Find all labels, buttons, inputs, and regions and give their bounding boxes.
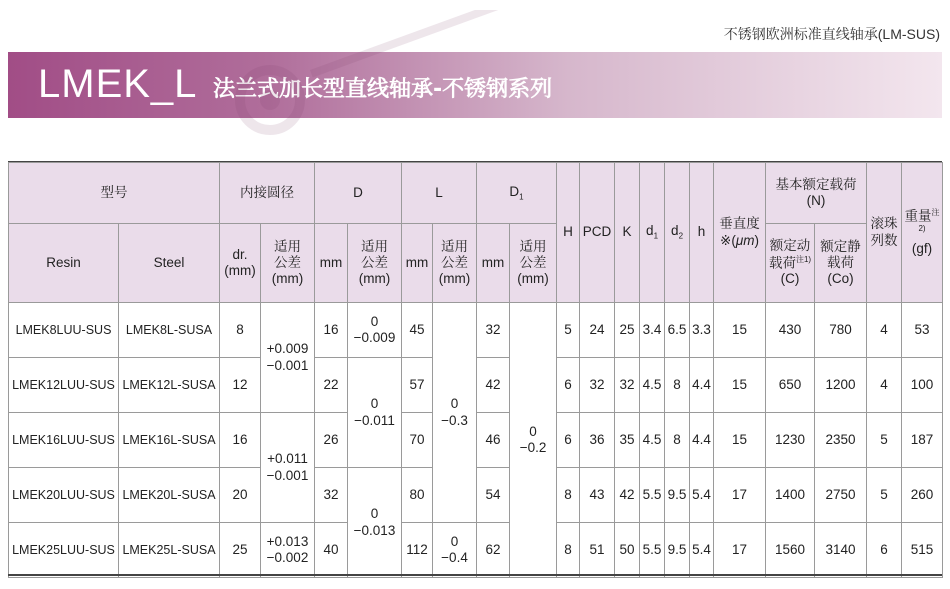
header-dr: dr. (mm): [220, 224, 261, 303]
dr-value: 25: [220, 523, 261, 578]
dr-tolerance: +0.011 −0.001: [261, 413, 315, 523]
static-load-value: 3140: [815, 523, 867, 578]
K-value: 50: [615, 523, 640, 578]
PCD-value: 36: [580, 413, 615, 468]
D-value: 40: [315, 523, 348, 578]
weight-value: 187: [902, 413, 943, 468]
PCD-value: 51: [580, 523, 615, 578]
L-value: 112: [402, 523, 433, 578]
perpendicularity-value: 15: [714, 358, 766, 413]
d1-value: 4.5: [640, 413, 665, 468]
D-value: 22: [315, 358, 348, 413]
ball-rows-value: 4: [867, 303, 902, 358]
header-steel: Steel: [119, 224, 220, 303]
header-L: L: [402, 163, 477, 224]
L-value: 57: [402, 358, 433, 413]
D-value: 32: [315, 468, 348, 523]
header-model: 型号: [9, 163, 220, 224]
L-value: 70: [402, 413, 433, 468]
dr-tolerance: +0.013 −0.002: [261, 523, 315, 578]
D-tolerance: 0 −0.009: [348, 303, 402, 358]
h-value: 5.4: [690, 523, 714, 578]
dr-value: 20: [220, 468, 261, 523]
page-caption: 不锈钢欧洲标准直线轴承(LM-SUS): [723, 26, 940, 42]
header-resin: Resin: [9, 224, 119, 303]
dynamic-load-value: 1400: [766, 468, 815, 523]
resin-model: LMEK20LUU-SUS: [9, 468, 119, 523]
D1-value: 46: [477, 413, 510, 468]
resin-model: LMEK25LUU-SUS: [9, 523, 119, 578]
PCD-value: 24: [580, 303, 615, 358]
d1-value: 4.5: [640, 358, 665, 413]
header-D-tolerance: 适用 公差 (mm): [348, 224, 402, 303]
d2-value: 8: [665, 358, 690, 413]
resin-model: LMEK16LUU-SUS: [9, 413, 119, 468]
d1-value: 5.5: [640, 523, 665, 578]
PCD-value: 43: [580, 468, 615, 523]
D-tolerance: 0 −0.011: [348, 358, 402, 468]
steel-model: LMEK8L-SUSA: [119, 303, 220, 358]
dr-value: 8: [220, 303, 261, 358]
dr-tolerance: +0.009 −0.001: [261, 303, 315, 413]
h-value: 5.4: [690, 468, 714, 523]
header-basic-load: 基本额定载荷 (N): [766, 163, 867, 224]
H-value: 8: [557, 468, 580, 523]
D1-value: 54: [477, 468, 510, 523]
steel-model: LMEK12L-SUSA: [119, 358, 220, 413]
D-tolerance: 0 −0.013: [348, 468, 402, 578]
steel-model: LMEK25L-SUSA: [119, 523, 220, 578]
header-static-load: 额定静 载荷 (Co): [815, 224, 867, 303]
H-value: 8: [557, 523, 580, 578]
L-value: 80: [402, 468, 433, 523]
L-value: 45: [402, 303, 433, 358]
weight-value: 100: [902, 358, 943, 413]
table-row: [9, 523, 943, 578]
header-weight: 重量$^{注2)}$ (gf): [902, 163, 943, 303]
weight-value: 53: [902, 303, 943, 358]
header-dr-tolerance: 适用 公差 (mm): [261, 224, 315, 303]
static-load-value: 2750: [815, 468, 867, 523]
header-D: D: [315, 163, 402, 224]
header-d1: $d_1$: [640, 163, 665, 303]
static-load-value: 1200: [815, 358, 867, 413]
d2-value: 9.5: [665, 523, 690, 578]
steel-model: LMEK16L-SUSA: [119, 413, 220, 468]
header-h: h: [690, 163, 714, 303]
D-value: 26: [315, 413, 348, 468]
PCD-value: 32: [580, 358, 615, 413]
dynamic-load-value: 1230: [766, 413, 815, 468]
header-D1: $D_1$: [477, 163, 557, 224]
header-d2: $d_2$: [665, 163, 690, 303]
L-tolerance: 0 −0.4: [433, 523, 477, 578]
dr-value: 12: [220, 358, 261, 413]
ball-rows-value: 6: [867, 523, 902, 578]
H-value: 5: [557, 303, 580, 358]
d1-value: 5.5: [640, 468, 665, 523]
header-PCD: PCD: [580, 163, 615, 303]
D1-value: 62: [477, 523, 510, 578]
table-row: [9, 303, 943, 358]
L-tolerance: 0 −0.3: [433, 303, 477, 523]
table-bottom-rule: [8, 574, 942, 576]
header-H: H: [557, 163, 580, 303]
d2-value: 6.5: [665, 303, 690, 358]
perpendicularity-value: 17: [714, 468, 766, 523]
weight-value: 515: [902, 523, 943, 578]
K-value: 35: [615, 413, 640, 468]
static-load-value: 2350: [815, 413, 867, 468]
perpendicularity-value: 15: [714, 413, 766, 468]
ball-rows-value: 5: [867, 413, 902, 468]
header-ball-rows: 滚珠 列数: [867, 163, 902, 303]
h-value: 4.4: [690, 358, 714, 413]
header-D-mm: mm: [315, 224, 348, 303]
header-dynamic-load: 额定动 载荷$^{注1)}$ (C): [766, 224, 815, 303]
resin-model: LMEK8LUU-SUS: [9, 303, 119, 358]
header-L-tolerance: 适用 公差 (mm): [433, 224, 477, 303]
d1-value: 3.4: [640, 303, 665, 358]
perpendicularity-value: 15: [714, 303, 766, 358]
header-D1-mm: mm: [477, 224, 510, 303]
dynamic-load-value: 650: [766, 358, 815, 413]
static-load-value: 780: [815, 303, 867, 358]
header-inner-diameter: 内接圆径: [220, 163, 315, 224]
h-value: 3.3: [690, 303, 714, 358]
perpendicularity-value: 17: [714, 523, 766, 578]
dynamic-load-value: 430: [766, 303, 815, 358]
H-value: 6: [557, 358, 580, 413]
product-code: LMEK_L: [38, 62, 198, 106]
D-value: 16: [315, 303, 348, 358]
header-perpendicularity: 垂直度 ※(μm): [714, 163, 766, 303]
ball-rows-value: 5: [867, 468, 902, 523]
D1-tolerance: 0 −0.2: [510, 303, 557, 578]
header-L-mm: mm: [402, 224, 433, 303]
h-value: 4.4: [690, 413, 714, 468]
resin-model: LMEK12LUU-SUS: [9, 358, 119, 413]
header-K: K: [615, 163, 640, 303]
D1-value: 32: [477, 303, 510, 358]
K-value: 42: [615, 468, 640, 523]
d2-value: 9.5: [665, 468, 690, 523]
weight-value: 260: [902, 468, 943, 523]
ball-rows-value: 4: [867, 358, 902, 413]
d2-value: 8: [665, 413, 690, 468]
dr-value: 16: [220, 413, 261, 468]
spec-table: [8, 162, 943, 578]
dynamic-load-value: 1560: [766, 523, 815, 578]
D1-value: 42: [477, 358, 510, 413]
header-D1-tolerance: 适用 公差 (mm): [510, 224, 557, 303]
steel-model: LMEK20L-SUSA: [119, 468, 220, 523]
K-value: 32: [615, 358, 640, 413]
product-title: 法兰式加长型直线轴承-不锈钢系列: [213, 77, 553, 102]
K-value: 25: [615, 303, 640, 358]
H-value: 6: [557, 413, 580, 468]
title-banner: [8, 52, 942, 118]
